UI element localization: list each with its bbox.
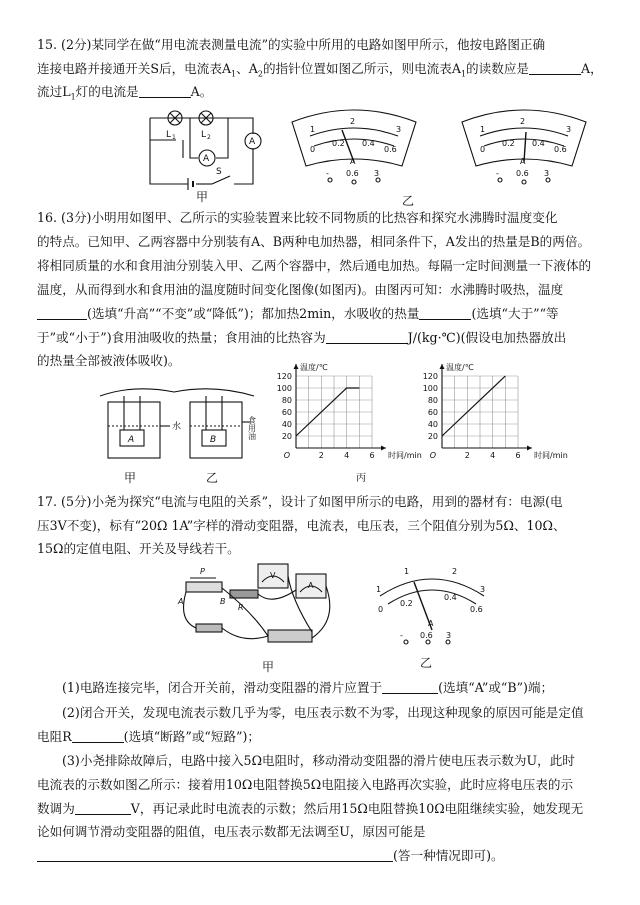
q16-line-2: 的特点。已知甲、乙两容器中分别装有A、B两种电加热器，相同条件下，A发出的热量是B的两倍。 <box>37 234 591 249</box>
q15-line-1: 15. (2分)某同学在做“用电流表测量电流”的实验中所用的电路如图甲所示，他按电路图正确 <box>37 37 546 52</box>
q15-circuit-diagram <box>138 104 278 200</box>
y-tick-label: 120 <box>276 372 292 381</box>
q15-caption-jia: 甲 <box>196 190 209 204</box>
q16-caption-bing: 丙 <box>356 473 366 484</box>
q15-label-A1: A <box>203 154 210 164</box>
svg-text:0.6: 0.6 <box>420 631 433 640</box>
q15-answer-blank-1[interactable] <box>529 61 581 75</box>
svg-text:0: 0 <box>480 145 486 154</box>
y-tick-label: 100 <box>276 384 292 393</box>
q16-answer-blank-1[interactable] <box>37 306 87 320</box>
svg-text:1: 1 <box>310 125 316 134</box>
origin-label: O <box>429 451 436 460</box>
q16-line-6: 于”或“小于”)食用油吸收的热量；食用油的比热容为 J/(kg·℃)(假设电加热器放出 <box>37 330 567 345</box>
y-tick-label: 20 <box>281 432 292 441</box>
y-axis-arrow <box>294 364 299 369</box>
q15-label-S: S <box>216 167 222 177</box>
q17-end-A: A <box>178 597 184 606</box>
svg-text:3: 3 <box>446 631 452 640</box>
q17-slider-P: P <box>200 567 205 576</box>
q17-caption-yi: 乙 <box>420 656 433 670</box>
q17-circuit-photo <box>172 560 340 658</box>
origin-label: O <box>283 451 290 460</box>
svg-text:0.4: 0.4 <box>444 593 457 602</box>
x-axis-label: 时间/min <box>534 451 568 460</box>
q16-graph-water <box>268 362 422 474</box>
q17-part-3-line-3: 数调为 V，再记录此时电流表的示数；然后用15Ω电阻替换10Ω电阻继续实验，她发现无 <box>37 801 584 816</box>
svg-text:0.2: 0.2 <box>400 599 413 608</box>
svg-text:0.2: 0.2 <box>332 139 345 148</box>
svg-text:3: 3 <box>544 169 550 178</box>
x-axis-arrow <box>381 446 386 451</box>
q16-caption-yi: 乙 <box>206 471 219 485</box>
q16-line-1: 16. (3分)小明用如图甲、乙所示的实验装置来比较不同物质的比热容和探究水沸腾时温度变化 <box>37 210 558 225</box>
q15-line-2: 连接电路并接通开关S后，电流表$A_1$、$A_2$的指针位置如图乙所示，则电流表$A_1$的读数应是 A， <box>37 61 603 79</box>
q16-line-7: 的热量全部被液体吸收)。 <box>37 353 181 368</box>
svg-text:2: 2 <box>520 117 526 126</box>
q17-line-1: 17. (5分)小尧为探究“电流与电阻的关系”，设计了如图甲所示的电路，用到的器材有：电源(电 <box>37 494 563 509</box>
q16-heating-apparatus <box>94 382 264 472</box>
x-tick-label: 4 <box>490 451 496 460</box>
q17-answer-blank-3[interactable] <box>75 801 131 815</box>
svg-text:3: 3 <box>566 125 572 134</box>
y-tick-label: 40 <box>427 420 438 429</box>
svg-text:0.6: 0.6 <box>554 145 567 154</box>
x-axis-label: 时间/min <box>388 451 422 460</box>
q15-label-A2: A <box>249 137 256 147</box>
q17-part-3-line-4: 论如何调节滑动变阻器的阻值，电压表示数都无法调至U，原因可能是 <box>37 824 426 839</box>
q16-line-3: 将相同质量的水和食用油分别装入甲、乙两个容器中，然后通电加热。每隔一定时间测量一下液体的 <box>37 258 592 273</box>
q17-answer-blank-4[interactable] <box>37 848 393 862</box>
svg-text:1: 1 <box>376 585 382 594</box>
q17-end-B: B <box>220 597 226 606</box>
svg-text:1: 1 <box>480 125 486 134</box>
y-tick-label: 60 <box>281 408 292 417</box>
svg-text:3: 3 <box>480 585 486 594</box>
q17-answer-blank-1[interactable] <box>382 680 438 694</box>
q16-line-4: 温度，从而得到水和食用油的温度随时间变化图像(如图丙)。由图丙可知：水沸腾时吸热，温度 <box>37 282 564 297</box>
q15-ammeter-dials <box>284 102 614 198</box>
svg-text:0.6: 0.6 <box>346 169 359 178</box>
q17-answer-blank-2[interactable] <box>72 729 124 743</box>
q16-heater-A: A <box>128 435 135 445</box>
y-axis-label: 温度/℃ <box>446 363 474 372</box>
svg-text:2: 2 <box>350 117 356 126</box>
y-tick-label: 60 <box>427 408 438 417</box>
q16-caption-jia: 甲 <box>124 471 137 485</box>
q16-heater-B: B <box>210 435 217 445</box>
svg-text:-: - <box>496 169 499 178</box>
svg-text:0.4: 0.4 <box>532 139 545 148</box>
q17-part-3-line-2: 电流表的示数如图乙所示：接着用10Ω电阻替换5Ω电阻接入电路再次实验，此时应将电压表的示 <box>37 777 574 792</box>
q17-ammeter-A: A <box>308 581 314 590</box>
x-tick-label: 4 <box>344 451 350 460</box>
q16-label-oil: 食用油 <box>247 416 257 440</box>
q17-part-2-line-1: (2)闭合开关，发现电流表示数几乎为零，电压表示数不为零，出现这种现象的原因可能是定值 <box>62 705 584 720</box>
q16-answer-blank-3[interactable] <box>326 330 408 344</box>
svg-text:1: 1 <box>172 134 176 141</box>
svg-text:-: - <box>326 169 329 178</box>
q17-part-3-line-1: (3)小尧排除故障后，电路中接入5Ω电阻时，移动滑动变阻器的滑片使电压表示数为U，此时 <box>62 753 575 768</box>
q16-answer-blank-2[interactable] <box>419 306 471 320</box>
q17-line-2: 压3V不变)，标有“20Ω 1A”字样的滑动变阻器，电流表，电压表，三个阻值分别为5Ω、10Ω、 <box>37 518 566 533</box>
y-tick-label: 40 <box>281 420 292 429</box>
y-tick-label: 120 <box>422 372 438 381</box>
svg-text:0.6: 0.6 <box>384 145 397 154</box>
q15-answer-blank-2[interactable] <box>139 84 191 98</box>
svg-text:0.6: 0.6 <box>470 605 483 614</box>
q15-meter-A1-label: A <box>350 157 356 166</box>
q17-line-3: 15Ω的定值电阻、开关及导线若干。 <box>37 541 240 556</box>
svg-text:0.4: 0.4 <box>362 139 375 148</box>
q15-meter-A2-label: A <box>520 157 526 166</box>
q17-resistor-R: R <box>238 603 244 612</box>
svg-text:2: 2 <box>207 134 211 141</box>
q17-part-1: (1)电路连接完毕，闭合开关前，滑动变阻器的滑片应置于 (选填“A”或“B”)端； <box>62 680 554 695</box>
temperature-line <box>442 376 505 436</box>
q15-line-3: 流过$L_1$灯的电流是 A。 <box>37 84 213 102</box>
svg-text:-: - <box>400 631 403 640</box>
q16-line-5: (选填“升高”“不变”或“降低”)；都加热2min，水吸收的热量 (选填“大于”“等 <box>37 305 605 323</box>
x-tick-label: 2 <box>318 451 324 460</box>
svg-text:0.6: 0.6 <box>516 169 529 178</box>
q15-label-L2: L <box>201 130 207 140</box>
q17-part-3-line-5: (答一种情况即可)。 <box>37 847 605 865</box>
svg-text:3: 3 <box>396 125 402 134</box>
q17-meter-label: A <box>428 619 434 628</box>
q17-caption-jia: 甲 <box>262 660 275 674</box>
q16-label-water: 水 <box>172 422 182 432</box>
q17-ammeter-dial <box>366 560 498 650</box>
svg-text:0.2: 0.2 <box>502 139 515 148</box>
x-tick-label: 6 <box>515 451 521 460</box>
y-axis-label: 温度/℃ <box>300 363 328 372</box>
x-axis-arrow <box>527 446 532 451</box>
svg-text:0: 0 <box>378 605 384 614</box>
svg-text:0: 0 <box>310 145 316 154</box>
y-axis-arrow <box>440 364 445 369</box>
svg-text:2: 2 <box>452 567 458 576</box>
x-tick-label: 2 <box>464 451 470 460</box>
y-tick-label: 80 <box>281 396 292 405</box>
q15-caption-yi: 乙 <box>402 194 415 208</box>
q15-label-L1: L <box>166 130 172 140</box>
svg-text:3: 3 <box>374 169 380 178</box>
q17-part-2-line-2: 电阻R (选填“断路”或“短路”)； <box>37 729 261 744</box>
q17-voltmeter-V: V <box>270 571 276 580</box>
svg-text:1: 1 <box>404 567 410 576</box>
y-tick-label: 100 <box>422 384 438 393</box>
y-tick-label: 80 <box>427 396 438 405</box>
x-tick-label: 6 <box>369 451 375 460</box>
q16-graph-oil <box>414 362 568 474</box>
y-tick-label: 20 <box>427 432 438 441</box>
